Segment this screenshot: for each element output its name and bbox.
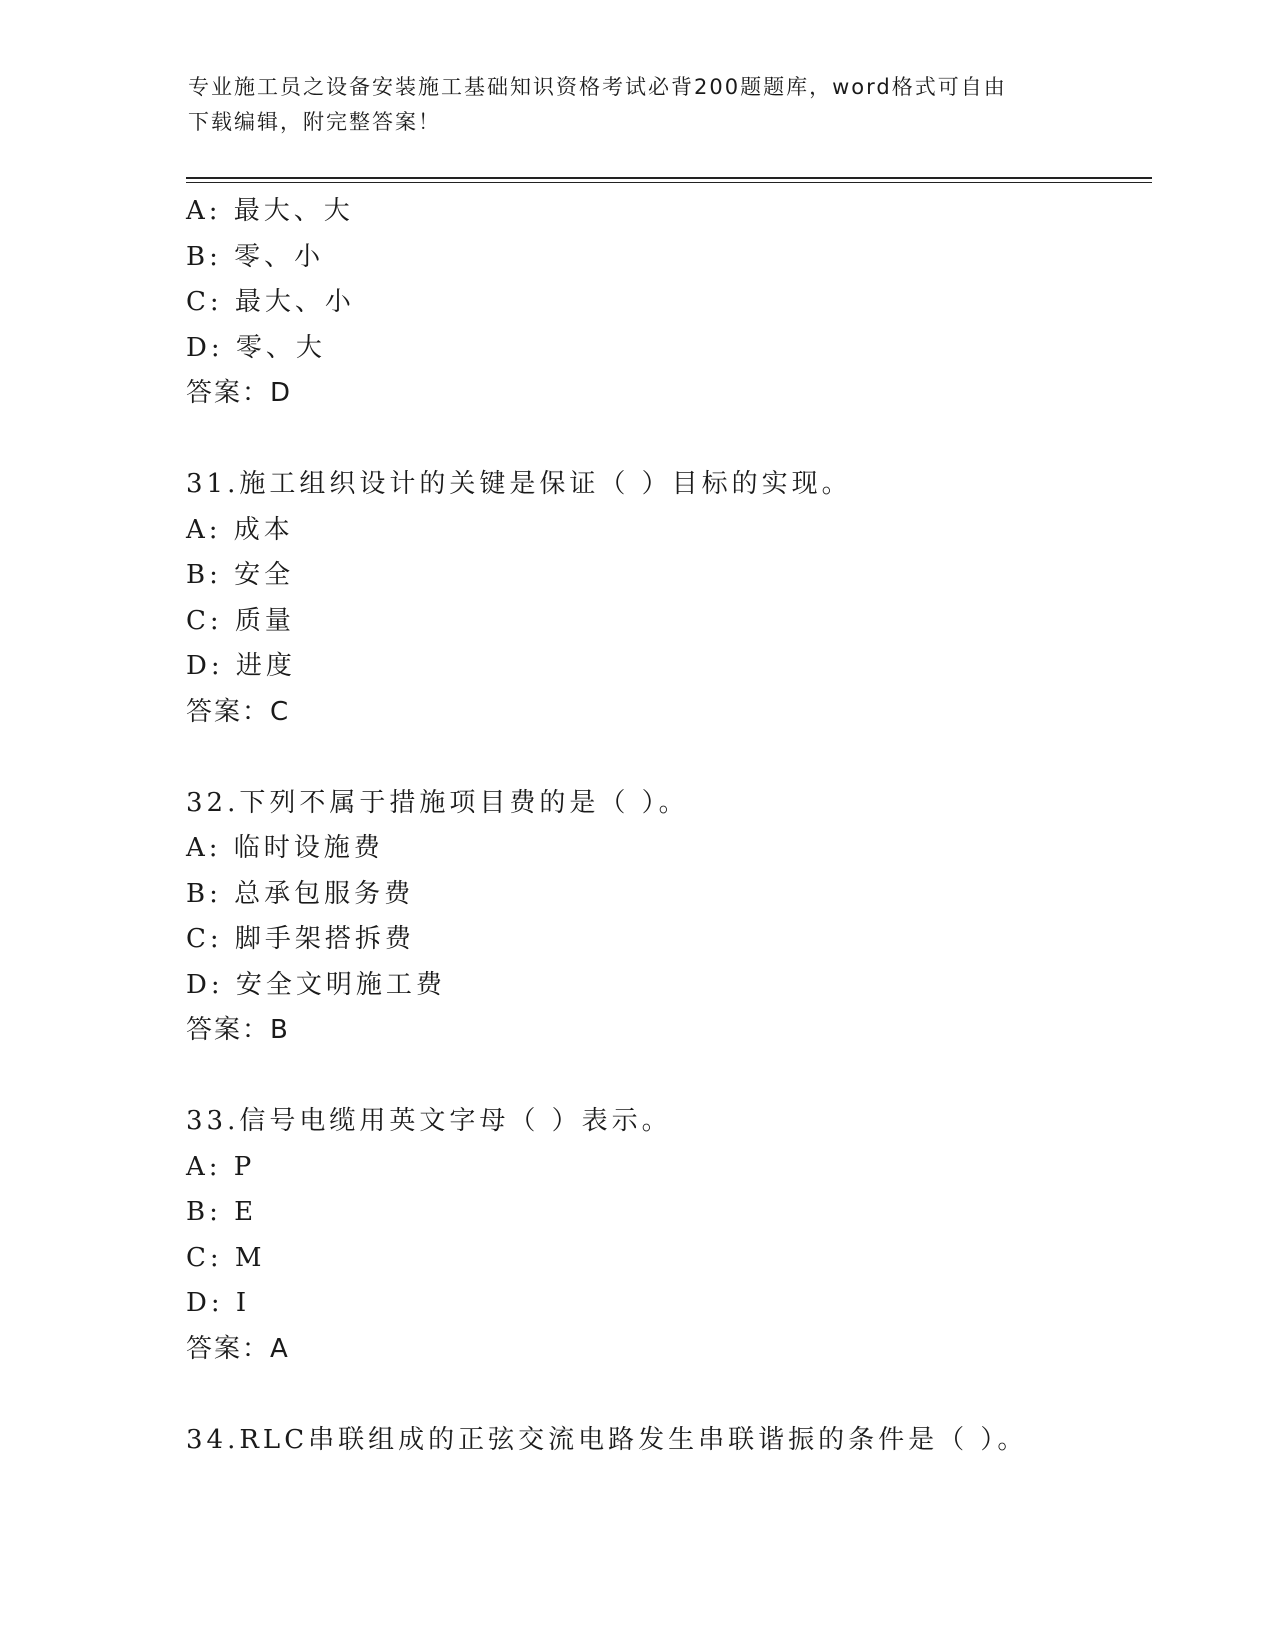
question-32 xyxy=(186,781,1146,1054)
option-b: B: 安全 xyxy=(186,560,295,590)
answer-label: 答案：B xyxy=(186,1015,290,1045)
question-stem: 32.下列不属于措施项目费的是（ ）。 xyxy=(186,787,689,818)
answer-label: 答案：D xyxy=(186,378,293,408)
document-header xyxy=(188,70,1088,140)
question-stem: 33.信号电缆用英文字母（ ）表示。 xyxy=(186,1106,672,1136)
header-line-2: 下载编辑，附完整答案！ xyxy=(188,110,441,134)
question-stem: 31.施工组织设计的关键是保证（ ）目标的实现。 xyxy=(186,469,852,499)
option-b: B: 零、小 xyxy=(186,241,325,272)
option-a: A: 临时设施费 xyxy=(186,833,384,863)
option-b: B: E xyxy=(186,1197,258,1227)
option-c: C: 最大、小 xyxy=(186,287,355,317)
option-a: A: 成本 xyxy=(186,514,294,545)
question-34 xyxy=(186,1418,1146,1464)
question-31 xyxy=(186,462,1146,735)
question-list xyxy=(186,189,1146,1463)
option-d: D: 安全文明施工费 xyxy=(186,969,446,1000)
option-c: C: 质量 xyxy=(186,605,295,636)
option-c: C: 脚手架搭拆费 xyxy=(186,924,415,954)
option-d: D: 进度 xyxy=(186,651,296,681)
question-33 xyxy=(186,1099,1146,1372)
option-b: B: 总承包服务费 xyxy=(186,878,415,909)
header-rule-thick xyxy=(186,177,1152,179)
question-gap xyxy=(186,1372,1146,1418)
header-line-1: 专业施工员之设备安装施工基础知识资格考试必背200题题库，word格式可自由 xyxy=(188,75,1007,99)
question-stem: 34.RLC串联组成的正弦交流电路发生串联谐振的条件是（ ）。 xyxy=(186,1424,1028,1455)
option-a: A: 最大、大 xyxy=(186,196,354,226)
question-gap xyxy=(186,1054,1146,1100)
option-c: C: M xyxy=(186,1242,266,1273)
answer-label: 答案：A xyxy=(186,1333,290,1364)
header-rule-thin xyxy=(186,182,1152,183)
question-gap xyxy=(186,417,1146,463)
answer-label: 答案：C xyxy=(186,696,291,727)
question-gap xyxy=(186,735,1146,781)
option-d: D: I xyxy=(186,1288,251,1318)
option-d: D: 零、大 xyxy=(186,332,326,363)
question-30 xyxy=(186,189,1146,417)
option-a: A: P xyxy=(186,1151,256,1182)
